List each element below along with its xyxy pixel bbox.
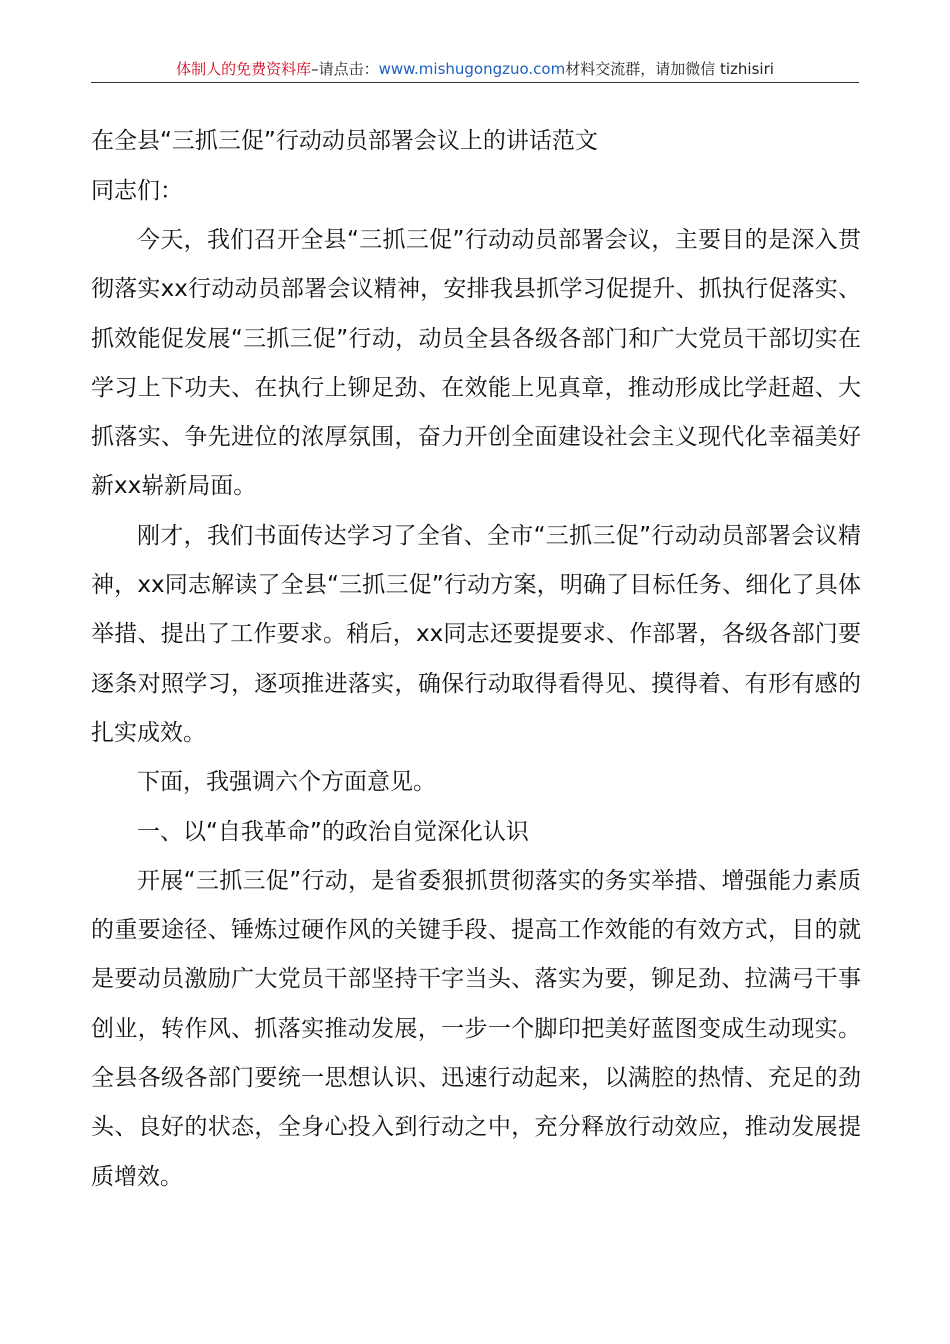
header-prompt: –请点击： bbox=[311, 60, 379, 78]
section-heading-1: 一、以“自我革命”的政治自觉深化认识 bbox=[137, 818, 529, 845]
greeting: 同志们： bbox=[91, 178, 183, 204]
paragraph-4: 开展“三抓三促”行动，是省委狠抓贯彻落实的务实举措、增强能力素质的重要途径、锤炼过硬作风的关键手段、提高工作效能的有效方式，目的就是要动员激励广大党员干部坚持干字当头、落实为要，铆足劲、拉满弓干事创业，转作风、抓落实推动发展，一步一个脚印把美好蓝图变成生动现实。全县各级各部门要统一思想认识、迅速行动起来，以满腔的热情、充足的劲头、良好的状态，全身心投入到行动之中，充分释放行动效应，推动发展提质增效。 bbox=[91, 867, 861, 1190]
header-url-link[interactable]: www.mishugongzuo.com bbox=[378, 60, 566, 78]
document-body bbox=[91, 116, 861, 1202]
header-brand: 体制人的免费资料库 bbox=[176, 60, 312, 78]
page-header bbox=[91, 58, 859, 83]
document-title: 在全县“三抓三促”行动动员部署会议上的讲话范文 bbox=[91, 128, 598, 154]
paragraph-3: 下面，我强调六个方面意见。 bbox=[137, 769, 436, 796]
header-contact-text: 材料交流群，请加微信 tizhisiri bbox=[565, 60, 774, 78]
paragraph-2: 刚才，我们书面传达学习了全省、全市“三抓三促”行动动员部署会议精神，xx同志解读了全县“三抓三促”行动方案，明确了目标任务、细化了具体举措、提出了工作要求。稍后，xx同志还要提要求、作部署，各级各部门要逐条对照学习，逐项推进落实，确保行动取得看得见、摸得着、有形有感的扎实成效。 bbox=[91, 522, 861, 746]
paragraph-1: 今天，我们召开全县“三抓三促”行动动员部署会议，主要目的是深入贯彻落实xx行动动员部署会议精神，安排我县抓学习促提升、抓执行促落实、抓效能促发展“三抓三促”行动，动员全县各级各部门和广大党员干部切实在学习上下功夫、在执行上铆足劲、在效能上见真章，推动形成比学赶超、大抓落实、争先进位的浓厚氛围，奋力开创全面建设社会主义现代化幸福美好新xx崭新局面。 bbox=[91, 227, 861, 500]
